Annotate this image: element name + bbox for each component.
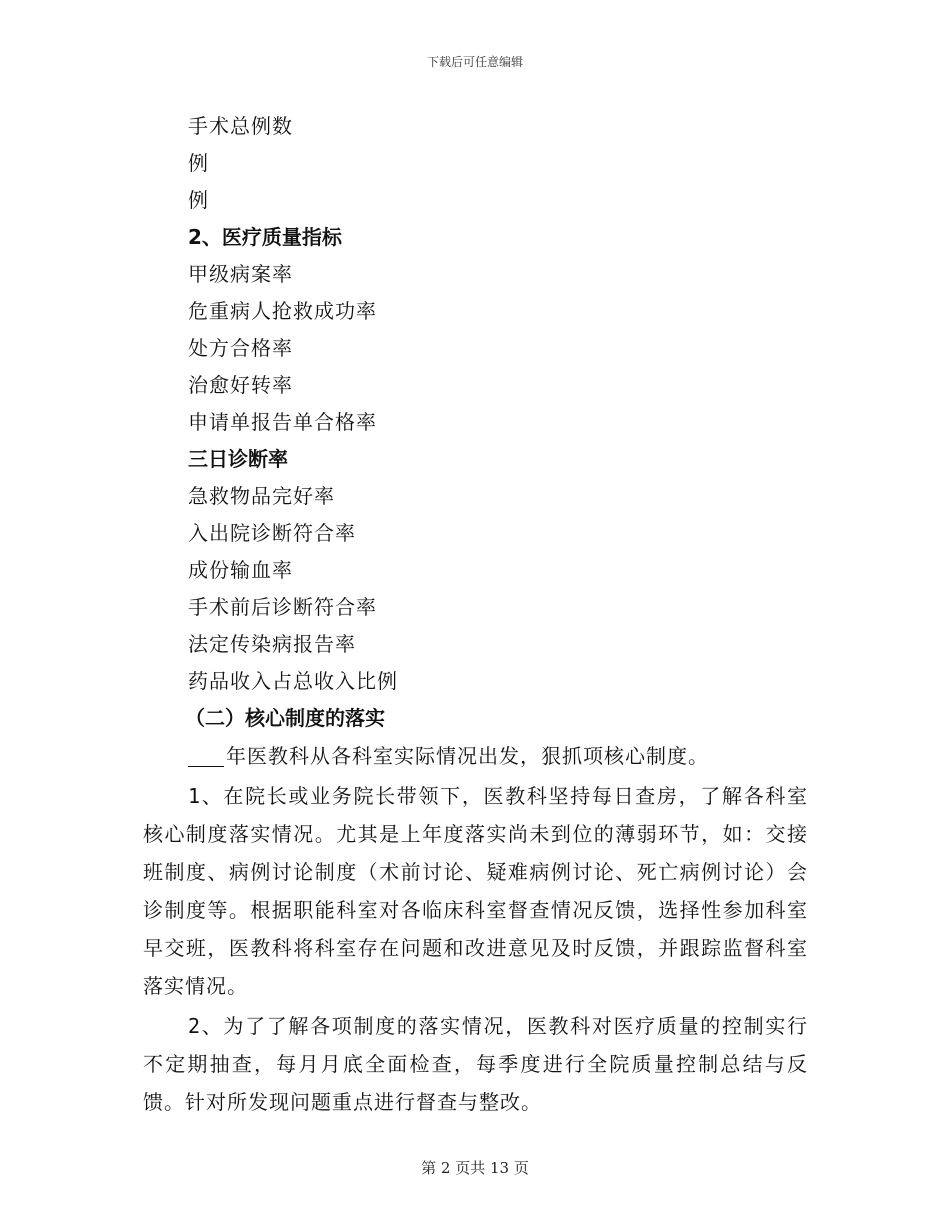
text-line: 法定传染病报告率 — [188, 632, 356, 656]
text-line: 药品收入占总收入比例 — [188, 669, 398, 693]
text-line: 治愈好转率 — [188, 373, 293, 397]
text-line: 急救物品完好率 — [188, 484, 335, 508]
text-line: 手术前后诊断符合率 — [188, 595, 377, 619]
document-body — [143, 108, 808, 1121]
paragraph-text: 年医教科从各科室实际情况出发，狠抓项核心制度。 — [226, 744, 709, 768]
section-heading: 三日诊断率 — [188, 447, 288, 471]
text-line: 例 — [188, 151, 209, 175]
text-line: 申请单报告单合格率 — [188, 410, 377, 434]
paragraph: 2、为了了解各项制度的落实情况，医教科对医疗质量的控制实行不定期抽查，每月月底全面检查，每季度进行全院质量控制总结与反馈。针对所发现问题重点进行督查与整改。 — [143, 1014, 808, 1114]
page-header: 下载后可任意编辑 — [426, 55, 523, 69]
page-footer: 第 2 页共 13 页 — [421, 1159, 529, 1177]
fill-in-blank — [188, 744, 224, 767]
section-heading: 2、医疗质量指标 — [188, 225, 342, 249]
section-heading: （二）核心制度的落实 — [185, 706, 385, 730]
text-line: 甲级病案率 — [188, 262, 293, 286]
text-line: 处方合格率 — [188, 336, 293, 360]
text-line: 入出院诊断符合率 — [188, 521, 356, 545]
paragraph — [143, 737, 808, 775]
text-line: 例 — [188, 188, 209, 212]
text-line: 危重病人抢救成功率 — [188, 299, 377, 323]
text-line: 手术总例数 — [188, 114, 293, 138]
text-line: 成份输血率 — [188, 558, 293, 582]
paragraph: 1、在院长或业务院长带领下，医教科坚持每日查房，了解各科室核心制度落实情况。尤其是上年度落实尚未到位的薄弱环节，如：交接班制度、病例讨论制度（术前讨论、疑难病例讨论、死亡病例讨论）会诊制度等。根据职能科室对各临床科室督查情况反馈，选择性参加科室早交班，医教科将科室存在问题和改进意见及时反馈，并跟踪监督科室落实情况。 — [143, 784, 808, 998]
